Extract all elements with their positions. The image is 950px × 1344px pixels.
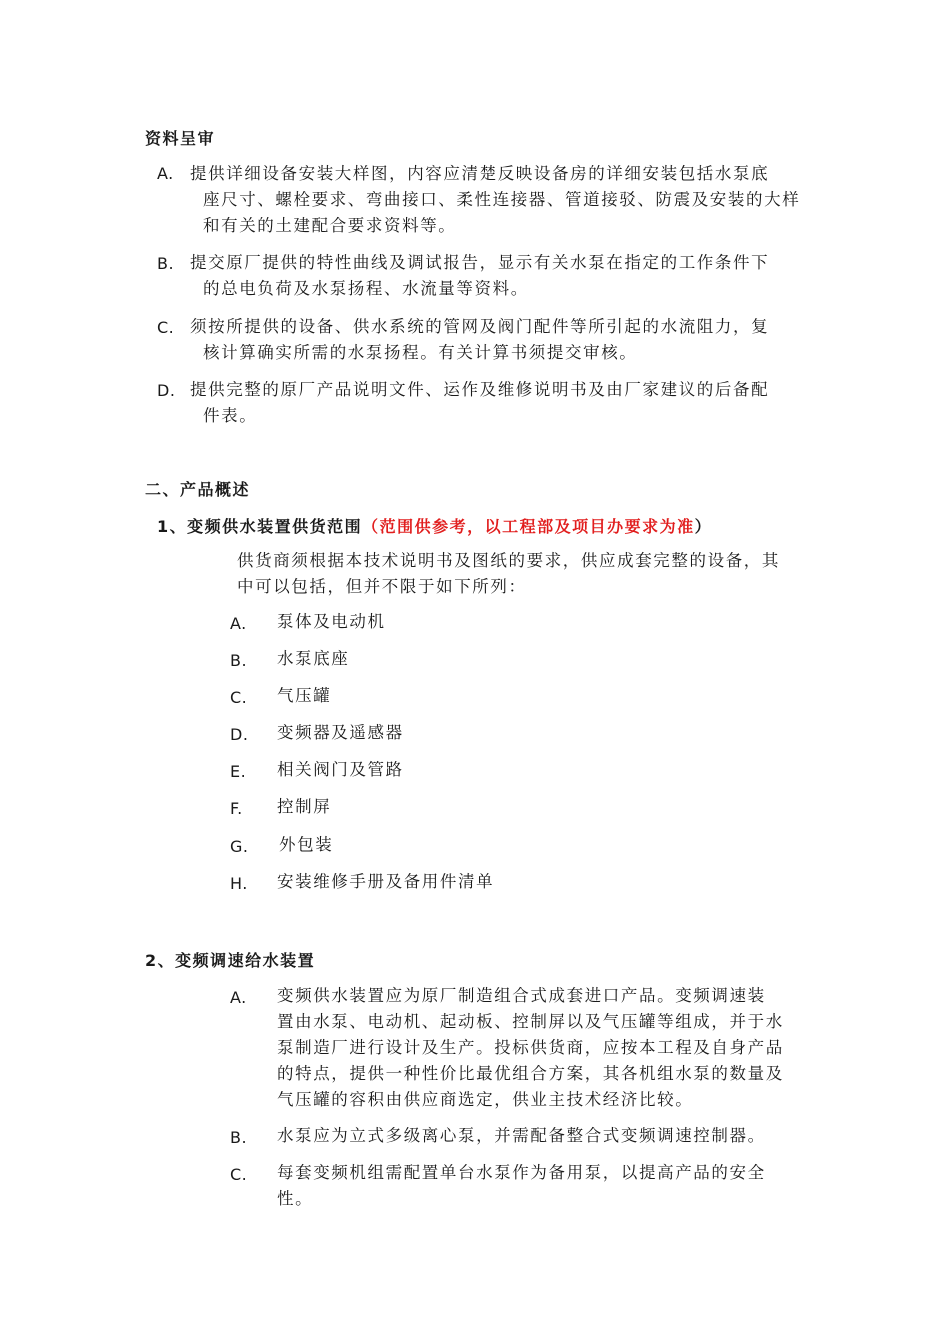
list-marker: B.	[230, 1128, 248, 1147]
list-marker: G.	[230, 837, 249, 856]
list-item-line: 变频供水装置应为原厂制造组合式成套进口产品。变频调速装	[277, 986, 766, 1005]
list-item: 安装维修手册及备用件清单	[277, 872, 495, 891]
list-item-line: 置由水泵、电动机、起动板、控制屏以及气压罐等组成，并于水	[277, 1012, 784, 1031]
list-item-line: 提供完整的原厂产品说明文件、运作及维修说明书及由厂家建议的后备配	[190, 380, 770, 399]
list-item-line: 每套变频机组需配置单台水泵作为备用泵，以提高产品的安全	[277, 1163, 766, 1182]
list-marker: A.	[157, 164, 174, 183]
list-item-line: 水泵应为立式多级离心泵，并需配备整合式变频调速控制器。	[277, 1126, 766, 1145]
subsection-note-close: ）	[694, 517, 713, 536]
subsection-title-1	[157, 514, 712, 537]
list-item-line: 座尺寸、螺栓要求、弯曲接口、柔性连接器、管道接驳、防震及安装的大样	[203, 190, 801, 209]
list-marker: C.	[157, 318, 175, 337]
list-marker: B.	[230, 651, 248, 670]
subsection-title-2: 2、变频调速给水装置	[145, 951, 316, 970]
list-item-line: 气压罐的容积由供应商选定，供业主技术经济比较。	[277, 1090, 694, 1109]
list-marker: D.	[157, 381, 176, 400]
list-marker: A.	[230, 614, 247, 633]
list-item-line: 提交原厂提供的特性曲线及调试报告，显示有关水泵在指定的工作条件下	[190, 253, 770, 272]
list-item-line: 和有关的土建配合要求资料等。	[203, 216, 457, 235]
list-marker: D.	[230, 725, 249, 744]
list-item-line: 件表。	[203, 406, 258, 425]
list-item: 气压罐	[277, 686, 332, 705]
list-marker: C.	[230, 1165, 248, 1184]
list-marker: A.	[230, 988, 247, 1007]
list-item-line: 须按所提供的设备、供水系统的管网及阀门配件等所引起的水流阻力，复	[190, 317, 770, 336]
list-marker: H.	[230, 874, 248, 893]
list-item-line: 性。	[277, 1189, 314, 1208]
list-marker: E.	[230, 762, 247, 781]
section-title-overview: 二、产品概述	[145, 480, 251, 499]
list-item-line: 的总电负荷及水泵扬程、水流量等资料。	[203, 279, 529, 298]
subsection-note: （范围供参考，以工程部及项目办要求为准	[362, 517, 695, 536]
list-item: 泵体及电动机	[277, 612, 386, 631]
section-title-materials: 资料呈审	[145, 129, 216, 148]
list-item: 变频器及遥感器	[277, 723, 404, 742]
list-marker: C.	[230, 688, 248, 707]
intro-line: 中可以包括，但并不限于如下所列：	[237, 577, 527, 596]
list-item-line: 提供详细设备安装大样图，内容应清楚反映设备房的详细安装包括水泵底	[190, 164, 770, 183]
list-item: 相关阀门及管路	[277, 760, 404, 779]
list-item-line: 的特点，提供一种性价比最优组合方案，其各机组水泵的数量及	[277, 1064, 784, 1083]
intro-line: 供货商须根据本技术说明书及图纸的要求，供应成套完整的设备，其	[237, 551, 780, 570]
list-item-line: 泵制造厂进行设计及生产。投标供货商，应按本工程及自身产品	[277, 1038, 784, 1057]
list-item-line: 核计算确实所需的水泵扬程。有关计算书须提交审核。	[203, 343, 638, 362]
list-item: 控制屏	[277, 797, 332, 816]
list-marker: B.	[157, 254, 175, 273]
subsection-title-text: 1、变频供水装置供货范围	[157, 517, 363, 536]
list-item: 水泵底座	[277, 649, 350, 668]
list-marker: F.	[230, 799, 243, 818]
list-item: 外包装	[279, 835, 334, 854]
